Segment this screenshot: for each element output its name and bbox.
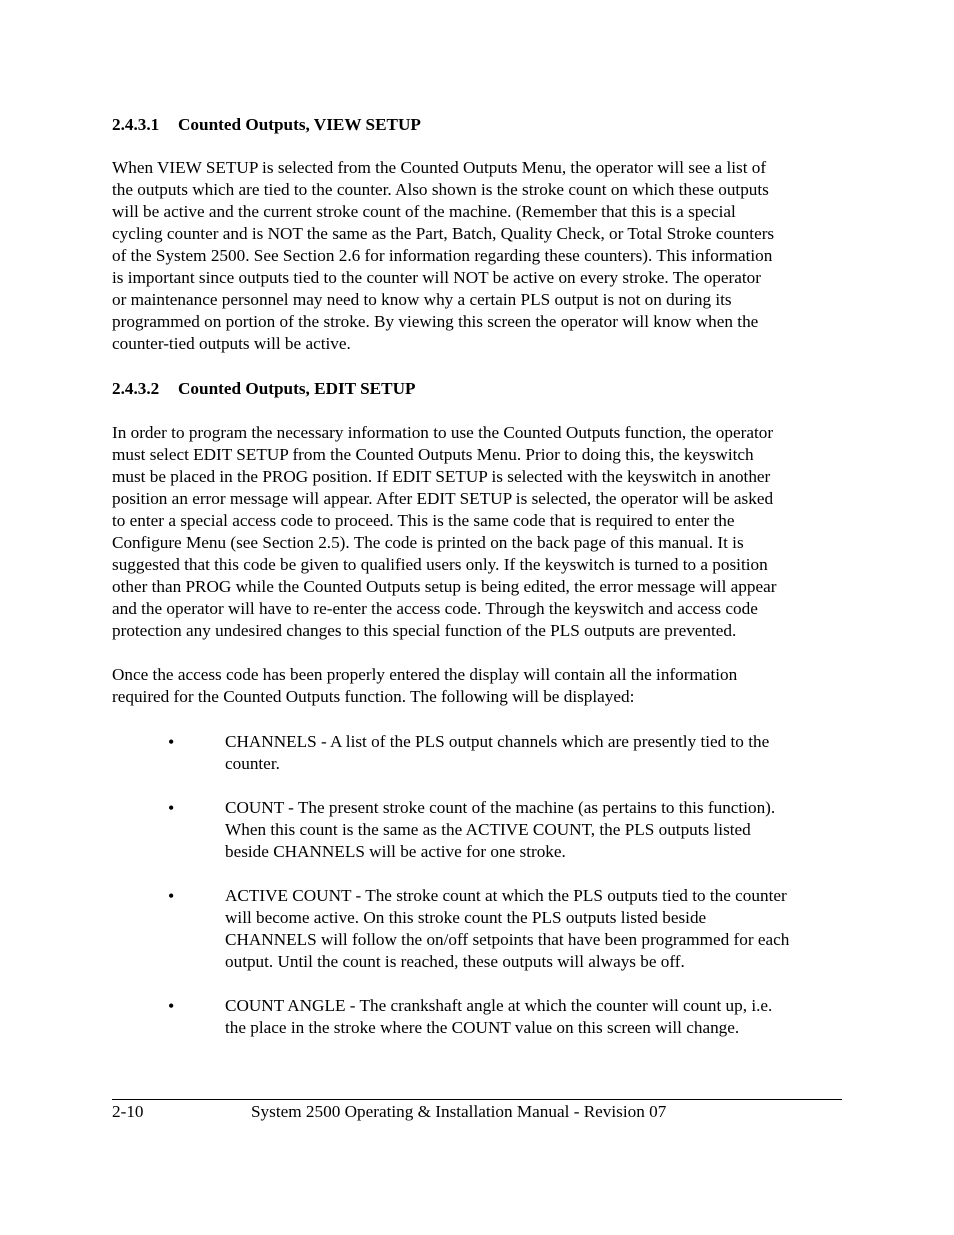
paragraph-line: must select EDIT SETUP from the Counted Outputs Menu. Prior to doing this, the keyswitch [112,445,754,464]
section-heading-view-setup [112,114,421,136]
paragraph-line: counter-tied outputs will be active. [112,334,351,353]
paragraph-line: Once the access code has been properly entered the display will contain all the information [112,665,738,684]
paragraph-line: programmed on portion of the stroke. By viewing this screen the operator will know when the [112,312,759,331]
section-title: Counted Outputs, EDIT SETUP [178,379,416,398]
paragraph-line: protection any undesired changes to this special function of the PLS outputs are prevented. [112,621,737,640]
paragraph-line: Configure Menu (see Section 2.5). The code is printed on the back page of this manual. It is [112,533,744,552]
section-heading-edit-setup [112,378,416,400]
paragraph-line: must be placed in the PROG position. If EDIT SETUP is selected with the keyswitch in another [112,467,771,486]
bullet-line: counter. [225,754,280,773]
paragraph-line: position an error message will appear. After EDIT SETUP is selected, the operator will be asked [112,489,774,508]
paragraph-line: When VIEW SETUP is selected from the Counted Outputs Menu, the operator will see a list of [112,158,767,177]
access-code-paragraph [112,664,842,708]
paragraph-line: is important since outputs tied to the counter will NOT be active on every stroke. The operator [112,268,761,287]
section-title: Counted Outputs, VIEW SETUP [178,115,421,134]
paragraph-line: In order to program the necessary information to use the Counted Outputs function, the operator [112,423,774,442]
bullet-icon: • [168,798,175,818]
edit-setup-paragraph [112,422,842,642]
bullet-icon: • [168,886,175,906]
section-number: 2.4.3.2 [112,379,160,398]
page-number: 2-10 [112,1102,144,1121]
bullet-line: CHANNELS - A list of the PLS output channels which are presently tied to the [225,732,770,751]
paragraph-line: will be active and the current stroke count of the machine. (Remember that this is a special [112,202,736,221]
paragraph-line: required for the Counted Outputs function. The following will be displayed: [112,687,635,706]
bullet-line: will become active. On this stroke count the PLS outputs listed beside [225,908,707,927]
paragraph-line: or maintenance personnel may need to know why a certain PLS output is not on during its [112,290,732,309]
section-number: 2.4.3.1 [112,115,160,134]
paragraph-line: the outputs which are tied to the counter. Also shown is the stroke count on which these outputs [112,180,769,199]
bullet-line: When this count is the same as the ACTIVE COUNT, the PLS outputs listed [225,820,751,839]
bullet-line: the place in the stroke where the COUNT value on this screen will change. [225,1018,740,1037]
bullet-line: beside CHANNELS will be active for one stroke. [225,842,566,861]
bullet-line: output. Until the count is reached, these outputs will always be off. [225,952,685,971]
paragraph-line: of the System 2500. See Section 2.6 for information regarding these counters). This information [112,246,773,265]
bullet-line: COUNT - The present stroke count of the machine (as pertains to this function). [225,798,776,817]
paragraph-line: suggested that this code be given to qualified users only. If the keyswitch is turned to a position [112,555,768,574]
bullet-line: COUNT ANGLE - The crankshaft angle at which the counter will count up, i.e. [225,996,773,1015]
bullet-line: CHANNELS will follow the on/off setpoints that have been programmed for each [225,930,790,949]
paragraph-line: and the operator will have to re-enter the access code. Through the keyswitch and access code [112,599,758,618]
paragraph-line: to enter a special access code to proceed. This is the same code that is required to enter the [112,511,735,530]
footer-title: System 2500 Operating & Installation Manual - Revision 07 [251,1102,667,1121]
footer-divider [112,1099,842,1100]
paragraph-line: other than PROG while the Counted Outputs setup is being edited, the error message will appear [112,577,777,596]
bullet-icon: • [168,996,175,1016]
bullet-icon: • [168,732,175,752]
bullet-line: ACTIVE COUNT - The stroke count at which the PLS outputs tied to the counter [225,886,787,905]
paragraph-line: cycling counter and is NOT the same as the Part, Batch, Quality Check, or Total Stroke counters [112,224,775,243]
view-setup-paragraph [112,157,842,355]
